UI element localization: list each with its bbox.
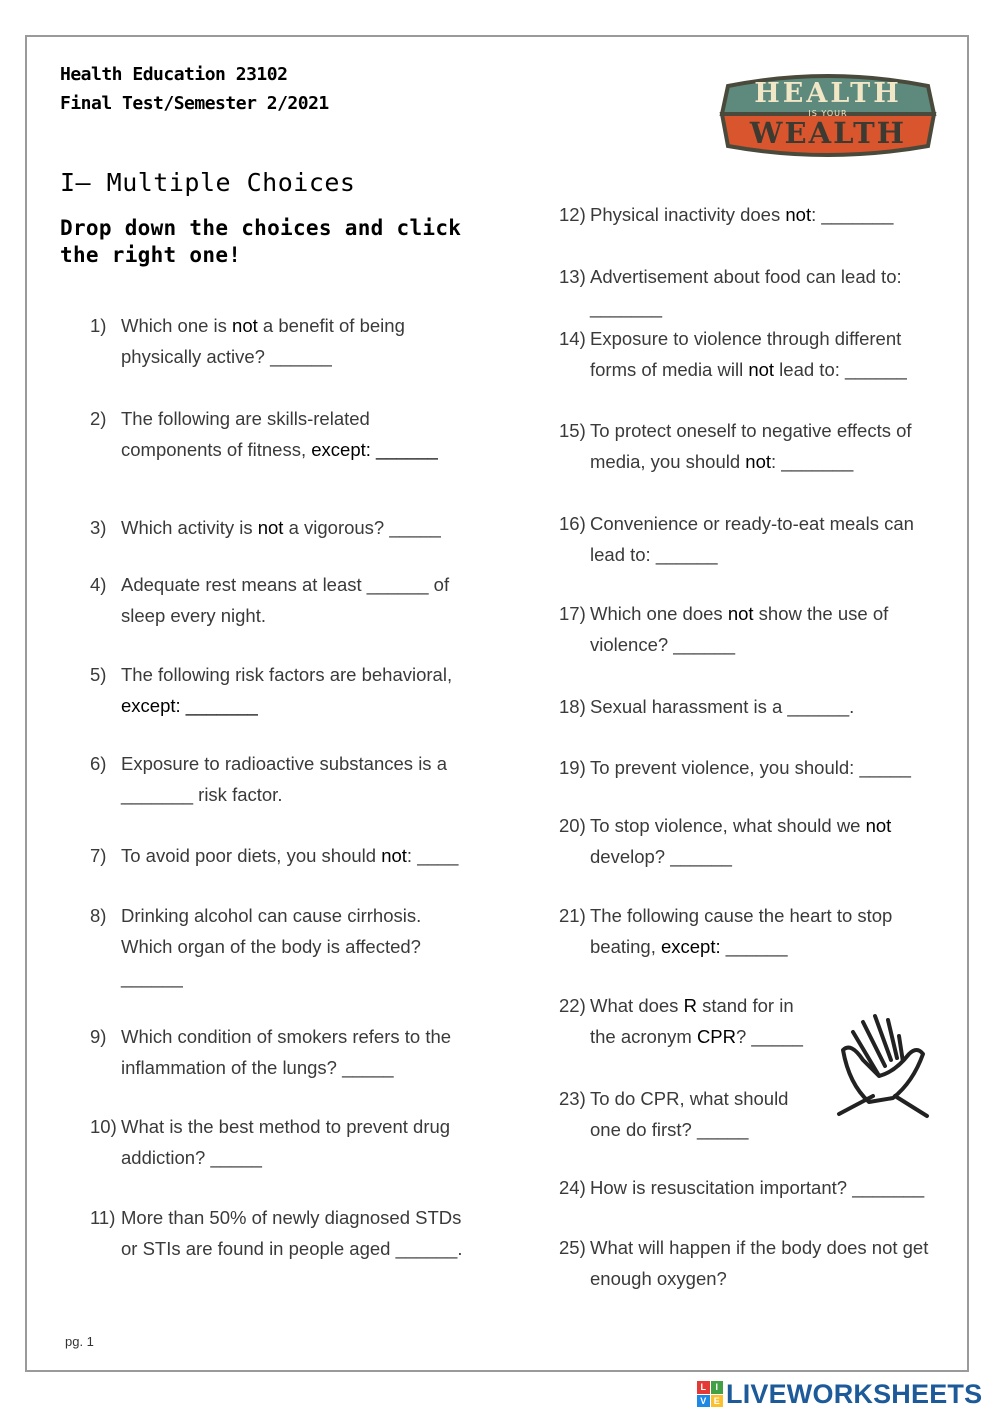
instructions: Drop down the choices and click the right one! [60, 216, 462, 267]
logo-text-bottom: WEALTH [749, 116, 907, 150]
question-text-part: Which one is [121, 315, 233, 336]
question-number: 16) [559, 513, 586, 534]
question-keyword: CPR [696, 1026, 736, 1047]
question-text-part: show the use of violence? ______ [590, 603, 889, 655]
section-title: I– Multiple Choices [60, 168, 356, 197]
question-text [590, 691, 939, 722]
question-number: 17) [559, 603, 586, 624]
question-text-part: Which one does [590, 603, 728, 624]
question-item [559, 598, 939, 660]
question-item [90, 310, 475, 372]
question-keyword: except: [660, 936, 721, 957]
question-text-part: Advertisement about food can lead to: _______ [590, 266, 902, 318]
question-text [121, 569, 475, 631]
question-text-part: a vigorous? _____ [283, 517, 441, 538]
question-text [590, 1172, 939, 1203]
liveworksheets-badge-icon [697, 1381, 723, 1407]
question-number: 4) [90, 574, 107, 595]
question-text [590, 598, 939, 660]
question-text-part: To avoid poor diets, you should [121, 845, 382, 866]
question-text [590, 508, 939, 570]
cpr-hands-icon [833, 1002, 933, 1130]
liveworksheets-text: LIVEWORKSHEETS [726, 1378, 983, 1409]
question-text-part: More than 50% of newly diagnosed STDs or STIs are found in people aged ______. [121, 1207, 463, 1259]
question-number: 2) [90, 408, 107, 429]
question-text [590, 261, 939, 323]
test-title: Final Test/Semester 2/2021 [60, 93, 329, 114]
question-text-part: : ____ [406, 845, 459, 866]
question-text-part: To protect oneself to negative effects of media, you should [590, 420, 912, 472]
question-text-part: Drinking alcohol can cause cirrhosis. Which organ of the body is affected? ______ [121, 905, 422, 988]
question-text [121, 310, 475, 372]
question-text-part: Physical inactivity does [590, 204, 786, 225]
question-item [90, 1111, 475, 1173]
question-text [590, 1232, 939, 1294]
question-text-part: What is the best method to prevent drug addiction? _____ [121, 1116, 451, 1168]
question-item [90, 1202, 475, 1264]
badge-letter: E [711, 1395, 724, 1408]
question-text [590, 323, 939, 385]
badge-letter: L [697, 1381, 710, 1394]
question-number: 1) [90, 315, 107, 336]
question-item [90, 569, 475, 631]
question-item [90, 900, 475, 993]
question-number: 25) [559, 1237, 586, 1258]
question-text [590, 900, 939, 962]
question-number: 23) [559, 1088, 586, 1109]
question-keyword: not [745, 451, 772, 472]
question-keyword: except: _______ [121, 695, 258, 716]
question-item [559, 199, 939, 230]
question-number: 10) [90, 1116, 117, 1137]
question-text-part: a benefit of being physically active? ______ [121, 315, 405, 367]
question-item [559, 1172, 939, 1203]
question-number: 7) [90, 845, 107, 866]
question-text [121, 900, 475, 993]
question-text [121, 1111, 475, 1173]
question-text-part: lead to: ______ [774, 359, 907, 380]
question-item [90, 659, 475, 721]
question-number: 18) [559, 696, 586, 717]
question-item [559, 1083, 809, 1145]
question-item [559, 261, 939, 323]
question-number: 9) [90, 1026, 107, 1047]
question-keyword: not [748, 359, 775, 380]
question-number: 12) [559, 204, 586, 225]
question-text-part: To prevent violence, you should: _____ [590, 757, 911, 778]
question-item [559, 691, 939, 722]
question-text-part: The following cause the heart to stop beating, [590, 905, 893, 957]
question-text-part: To do CPR, what should one do first? _____ [590, 1088, 789, 1140]
question-item [559, 415, 939, 477]
question-number: 3) [90, 517, 107, 538]
question-text-part: Exposure to violence through different forms of media will [590, 328, 902, 380]
question-text [121, 840, 475, 871]
question-text-part: What does [590, 995, 684, 1016]
question-text-part: The following are skills-related components of fitness, [121, 408, 370, 460]
question-keyword: not [232, 315, 258, 336]
question-text [121, 748, 475, 810]
question-text-part: What will happen if the body does not get enough oxygen? [590, 1237, 929, 1289]
question-item [559, 900, 939, 962]
question-text-part: develop? ______ [590, 846, 732, 867]
question-number: 19) [559, 757, 586, 778]
question-text-part: Which condition of smokers refers to the inflammation of the lungs? _____ [121, 1026, 452, 1078]
question-number: 5) [90, 664, 107, 685]
question-item [559, 323, 939, 385]
question-text-part: : _______ [811, 204, 894, 225]
badge-letter: I [711, 1381, 724, 1394]
question-keyword: not [381, 845, 407, 866]
question-text [590, 810, 939, 872]
question-text-part: The following risk factors are behavioral, [121, 664, 453, 685]
question-number: 14) [559, 328, 586, 349]
question-item [90, 840, 475, 871]
course-title: Health Education 23102 [60, 64, 288, 85]
logo-text-middle: IS YOUR [808, 109, 848, 118]
question-text [590, 752, 939, 783]
question-keyword: not [257, 517, 284, 538]
question-text-part: : _______ [771, 451, 854, 472]
question-item [559, 990, 809, 1052]
question-number: 15) [559, 420, 586, 441]
question-number: 22) [559, 995, 586, 1016]
question-number: 24) [559, 1177, 586, 1198]
question-text [121, 403, 475, 465]
question-text-part: Adequate rest means at least ______ of sleep every night. [121, 574, 450, 626]
question-text-part: Convenience or ready-to-eat meals can lead to: ______ [590, 513, 914, 565]
question-text [121, 1202, 475, 1264]
question-item [559, 508, 939, 570]
question-number: 20) [559, 815, 586, 836]
question-text-part: Which activity is [121, 517, 258, 538]
question-text-part: ? _____ [736, 1026, 803, 1047]
question-text [121, 1021, 475, 1083]
health-wealth-logo [714, 64, 942, 164]
question-text-part: stand for in the acronym [590, 995, 794, 1047]
question-item [559, 1232, 939, 1294]
question-number: 11) [90, 1207, 116, 1228]
question-text [590, 415, 939, 477]
question-text-part: Sexual harassment is a ______. [590, 696, 855, 717]
liveworksheets-brand [697, 1378, 982, 1410]
question-item [90, 748, 475, 810]
question-text [590, 1083, 809, 1145]
question-keyword: not [785, 204, 812, 225]
question-number: 6) [90, 753, 107, 774]
question-text-part: To stop violence, what should we [590, 815, 866, 836]
question-text [121, 512, 475, 543]
question-number: 21) [559, 905, 586, 926]
page-number: pg. 1 [65, 1334, 94, 1349]
question-text [590, 990, 809, 1052]
question-keyword: not [727, 603, 754, 624]
question-text [590, 199, 939, 230]
question-number: 13) [559, 266, 586, 287]
question-item [559, 752, 939, 783]
document-header [60, 60, 329, 118]
question-number: 8) [90, 905, 107, 926]
question-text-part: Exposure to radioactive substances is a _______ risk factor. [121, 753, 447, 805]
question-item [90, 1021, 475, 1083]
logo-text-top: HEALTH [754, 78, 902, 109]
question-text [121, 659, 475, 721]
question-text-part: ______ [720, 936, 788, 957]
question-keyword: except: ______ [311, 439, 438, 460]
question-item [90, 512, 475, 543]
question-text-part: How is resuscitation important? _______ [590, 1177, 925, 1198]
question-keyword: not [865, 815, 892, 836]
question-item [559, 810, 939, 872]
badge-letter: V [697, 1395, 710, 1408]
question-item [90, 403, 475, 465]
question-keyword: R [683, 995, 697, 1016]
